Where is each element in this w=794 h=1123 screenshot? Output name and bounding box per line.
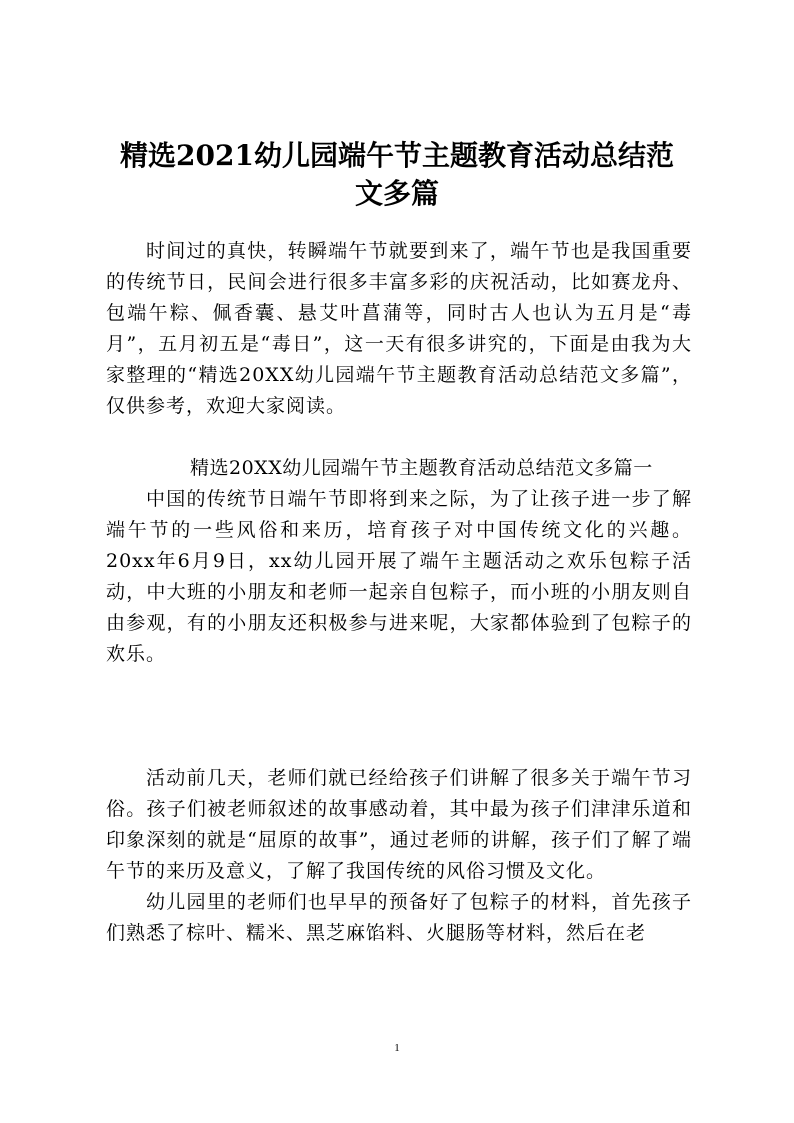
document-title-line2: 文多篇 xyxy=(354,177,439,210)
document-title-line1: 精选2021幼儿园端午节主题教育活动总结范 xyxy=(120,139,674,172)
page-number: 1 xyxy=(394,1042,400,1054)
section-heading: 精选20XX幼儿园端午节主题教育活动总结范文多篇一 xyxy=(190,457,653,479)
body-paragraph-3: 幼儿园里的老师们也早早的预备好了包粽子的材料，首先孩子们熟悉了棕叶、糯米、黑芝麻馅料、火腿肠等材料，然后在老 xyxy=(106,891,692,944)
body-paragraph-2: 活动前几天，老师们就已经给孩子们讲解了很多关于端午节习俗。孩子们被老师叙述的故事感动着，其中最为孩子们津津乐道和印象深刻的就是“屈原的故事”，通过老师的讲解，孩子们了解了端午节的来历及意义，了解了我国传统的风俗习惯及文化。 xyxy=(106,767,692,882)
intro-paragraph: 时间过的真快，转瞬端午节就要到来了，端午节也是我国重要的传统节日，民间会进行很多丰富多彩的庆祝活动，比如赛龙舟、包端午粽、佩香囊、悬艾叶菖蒲等，同时古人也认为五月是“毒月”，五月初五是“毒日”，这一天有很多讲究的，下面是由我为大家整理的“精选20XX幼儿园端午节主题教育活动总结范文多篇”，仅供参考，欢迎大家阅读。 xyxy=(106,240,692,417)
body-paragraph-1: 中国的传统节日端午节即将到来之际，为了让孩子进一步了解端午节的一些风俗和来历，培育孩子对中国传统文化的兴趣。20xx年6月9日，xx幼儿园开展了端午主题活动之欢乐包粽子活动，中大班的小朋友和老师一起亲自包粽子，而小班的小朋友则自由参观，有的小朋友还积极参与进来呢，大家都体验到了包粽子的欢乐。 xyxy=(106,488,692,665)
